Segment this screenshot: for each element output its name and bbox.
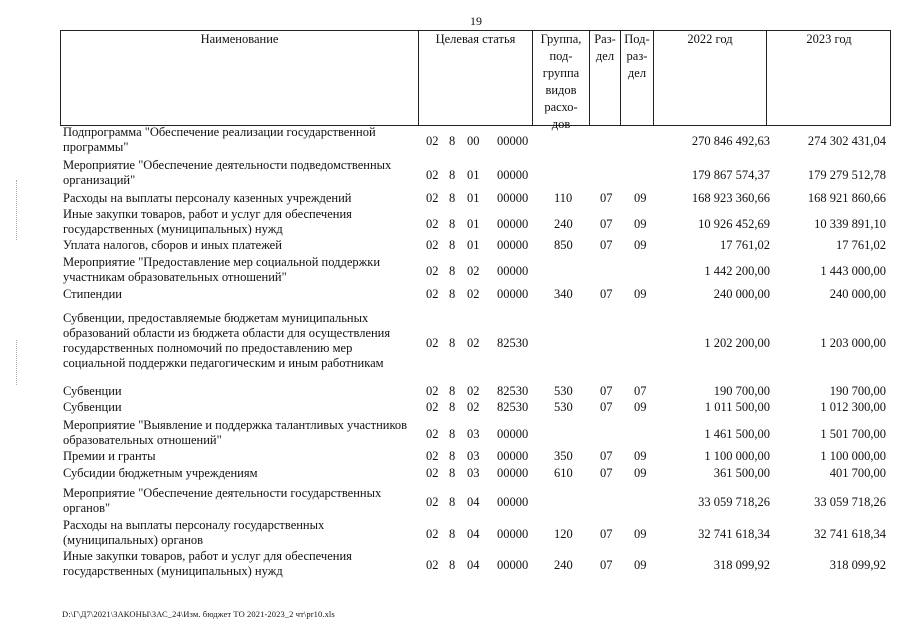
row-name: Иные закупки товаров, работ и услуг для обеспечения государственных (муниципальных) нужд [63, 207, 352, 236]
row-name: Субвенции [63, 384, 122, 398]
header-year-2023: 2023 год [806, 32, 852, 46]
table-row [0, 384, 905, 399]
cell-t2: 8 [449, 216, 456, 231]
cell-2023: 240 000,00 [829, 287, 886, 301]
cell-2023: 10 339 891,10 [814, 216, 886, 231]
cell-t4: 00000 [497, 238, 529, 252]
cell-grp: 240 [554, 216, 573, 231]
cell-t2: 8 [449, 527, 456, 541]
cell-2022: 361 500,00 [713, 466, 770, 480]
cell-t3: 03 [467, 466, 480, 480]
cell-t1: 02 [426, 287, 439, 301]
cell-t3: 03 [467, 449, 480, 463]
cell-grp: 240 [554, 558, 573, 572]
cell-t4: 00000 [497, 427, 529, 441]
margin-mark [16, 180, 19, 240]
table-row [0, 125, 905, 157]
header-year-2022: 2022 год [687, 32, 733, 46]
cell-t4: 00000 [497, 558, 529, 572]
cell-2023: 179 279 512,78 [807, 167, 886, 182]
cell-t2: 8 [449, 466, 456, 480]
cell-sub: 09 [634, 238, 647, 252]
cell-2022: 1 011 500,00 [704, 400, 770, 414]
cell-t1: 02 [426, 238, 439, 252]
header-section: Раз- дел [594, 32, 616, 63]
cell-t3: 01 [467, 238, 480, 252]
file-path-footer: D:\Г\Д7\2021\ЗАКОНЫ\ЗАС_24\Изм. бюджет ТО 2021-2023_2 чт\pr10.xls [62, 609, 335, 619]
cell-2023: 32 741 618,34 [814, 527, 886, 541]
cell-grp: 110 [554, 191, 573, 205]
cell-t3: 00 [467, 134, 480, 148]
cell-t4: 82530 [497, 384, 529, 398]
cell-2023: 1 203 000,00 [820, 336, 886, 350]
cell-sub: 09 [634, 449, 647, 463]
cell-t4: 00000 [497, 167, 529, 182]
table-row [0, 400, 905, 415]
cell-t3: 01 [467, 167, 480, 182]
table-row [0, 311, 905, 375]
row-name: Уплата налогов, сборов и иных платежей [63, 238, 282, 252]
table-row [0, 418, 905, 450]
cell-t4: 00000 [497, 449, 529, 463]
row-name: Иные закупки товаров, работ и услуг для обеспечения государственных (муниципальных) нужд [63, 549, 352, 578]
cell-sub: 09 [634, 216, 647, 231]
cell-grp: 350 [554, 449, 573, 463]
cell-t1: 02 [426, 336, 439, 350]
margin-mark [16, 340, 19, 385]
cell-t1: 02 [426, 400, 439, 414]
cell-2022: 17 761,02 [720, 238, 770, 252]
cell-2022: 10 926 452,69 [698, 216, 770, 231]
cell-t2: 8 [449, 287, 456, 301]
cell-t4: 00000 [497, 466, 529, 480]
cell-t1: 02 [426, 527, 439, 541]
cell-2023: 33 059 718,26 [814, 495, 886, 509]
cell-t1: 02 [426, 558, 439, 572]
table-row [0, 449, 905, 464]
cell-t1: 02 [426, 191, 439, 205]
cell-t4: 00000 [497, 191, 529, 205]
row-name: Мероприятие "Обеспечение деятельности подведомственных организаций" [63, 158, 392, 187]
cell-t3: 01 [467, 191, 480, 205]
row-name: Премии и гранты [63, 449, 156, 463]
row-name: Расходы на выплаты персоналу казенных учреждений [63, 191, 352, 205]
cell-t3: 02 [467, 384, 480, 398]
cell-2023: 1 443 000,00 [820, 264, 886, 278]
cell-t2: 8 [449, 134, 456, 148]
cell-t4: 00000 [497, 527, 529, 541]
page-number: 19 [470, 14, 482, 28]
cell-t4: 00000 [497, 264, 529, 278]
cell-2022: 1 100 000,00 [704, 449, 770, 463]
cell-sec: 07 [600, 384, 613, 398]
cell-2022: 318 099,92 [713, 558, 770, 572]
table-row [0, 287, 905, 302]
cell-t3: 04 [467, 558, 480, 572]
cell-t2: 8 [449, 264, 456, 278]
cell-grp: 850 [554, 238, 573, 252]
cell-grp: 120 [554, 527, 573, 541]
cell-t3: 04 [467, 527, 480, 541]
cell-2022: 1 442 200,00 [704, 264, 770, 278]
cell-t2: 8 [449, 427, 456, 441]
cell-grp: 530 [554, 400, 573, 414]
table-row [0, 255, 905, 287]
cell-t1: 02 [426, 427, 439, 441]
cell-2023: 17 761,02 [836, 238, 886, 252]
cell-2022: 179 867 574,37 [691, 167, 770, 182]
cell-2023: 1 100 000,00 [820, 449, 886, 463]
cell-t1: 02 [426, 264, 439, 278]
cell-2022: 32 741 618,34 [698, 527, 770, 541]
header-subsection: Под- раз- дел [624, 32, 650, 80]
cell-grp: 610 [554, 466, 573, 480]
cell-t1: 02 [426, 466, 439, 480]
cell-2022: 190 700,00 [713, 384, 770, 398]
table-row [0, 466, 905, 481]
row-name: Субсидии бюджетным учреждениям [63, 466, 258, 480]
cell-t2: 8 [449, 384, 456, 398]
cell-t1: 02 [426, 216, 439, 231]
cell-grp: 530 [554, 384, 573, 398]
row-name: Стипендии [63, 287, 122, 301]
row-name: Субвенции [63, 400, 122, 414]
cell-t3: 02 [467, 287, 480, 301]
table-row [0, 486, 905, 518]
cell-t2: 8 [449, 191, 456, 205]
cell-t4: 00000 [497, 216, 529, 231]
cell-sec: 07 [600, 191, 613, 205]
row-name: Расходы на выплаты персоналу государственных (муниципальных) органов [63, 518, 325, 547]
cell-t2: 8 [449, 167, 456, 182]
cell-sec: 07 [600, 216, 613, 231]
cell-sec: 07 [600, 466, 613, 480]
cell-t3: 02 [467, 400, 480, 414]
cell-2022: 1 461 500,00 [704, 427, 770, 441]
cell-t2: 8 [449, 336, 456, 350]
cell-2022: 1 202 200,00 [704, 336, 770, 350]
cell-t4: 00000 [497, 495, 529, 509]
table-row [0, 191, 905, 206]
cell-2023: 274 302 431,04 [807, 134, 886, 148]
cell-t1: 02 [426, 384, 439, 398]
header-name: Наименование [200, 32, 279, 46]
cell-t3: 02 [467, 264, 480, 278]
table-row [0, 518, 905, 550]
header-group-text: Группа, под- группа видов расхо- дов [540, 32, 582, 131]
cell-t4: 82530 [497, 336, 529, 350]
table-row [0, 207, 905, 240]
table-row [0, 158, 905, 191]
cell-2022: 270 846 492,63 [691, 134, 770, 148]
cell-t4: 82530 [497, 400, 529, 414]
table-row [0, 238, 905, 253]
cell-t3: 04 [467, 495, 480, 509]
row-name: Субвенции, предоставляемые бюджетам муниципальных образований области из бюджета области для осуществления государственных полномочий по предоставлению мер социальной поддержки педагогическим и иным работникам [63, 311, 391, 370]
cell-t1: 02 [426, 495, 439, 509]
row-name: Мероприятие "Предоставление мер социальной поддержки участникам образовательных отношений" [63, 255, 381, 284]
cell-sub: 09 [634, 191, 647, 205]
cell-sec: 07 [600, 238, 613, 252]
cell-t1: 02 [426, 134, 439, 148]
cell-sub: 09 [634, 558, 647, 572]
cell-sec: 07 [600, 400, 613, 414]
row-name: Мероприятие "Обеспечение деятельности государственных органов" [63, 486, 382, 515]
cell-t1: 02 [426, 167, 439, 182]
cell-2023: 318 099,92 [829, 558, 886, 572]
cell-2023: 168 921 860,66 [807, 191, 886, 205]
cell-2022: 168 923 360,66 [691, 191, 770, 205]
cell-t2: 8 [449, 238, 456, 252]
cell-2023: 190 700,00 [829, 384, 886, 398]
cell-2023: 401 700,00 [829, 466, 886, 480]
cell-t2: 8 [449, 495, 456, 509]
cell-2023: 1 012 300,00 [820, 400, 886, 414]
cell-t2: 8 [449, 558, 456, 572]
cell-t3: 02 [467, 336, 480, 350]
cell-t3: 03 [467, 427, 480, 441]
cell-sub: 09 [634, 400, 647, 414]
cell-sec: 07 [600, 558, 613, 572]
header-target: Целевая статья [435, 32, 516, 46]
cell-t1: 02 [426, 449, 439, 463]
cell-sub: 09 [634, 527, 647, 541]
cell-2022: 33 059 718,26 [698, 495, 770, 509]
cell-sub: 07 [634, 384, 647, 398]
cell-t4: 00000 [497, 134, 529, 148]
cell-sec: 07 [600, 449, 613, 463]
cell-t3: 01 [467, 216, 480, 231]
table-row [0, 549, 905, 581]
cell-t2: 8 [449, 400, 456, 414]
cell-sec: 07 [600, 527, 613, 541]
cell-sub: 09 [634, 466, 647, 480]
cell-sub: 09 [634, 287, 647, 301]
cell-sec: 07 [600, 287, 613, 301]
cell-grp: 340 [554, 287, 573, 301]
cell-t4: 00000 [497, 287, 529, 301]
row-name: Мероприятие "Выявление и поддержка талантливых участников образовательных отношений" [63, 418, 408, 447]
cell-2023: 1 501 700,00 [820, 427, 886, 441]
row-name: Подпрограмма "Обеспечение реализации государственной программы" [63, 125, 376, 154]
cell-t2: 8 [449, 449, 456, 463]
cell-2022: 240 000,00 [713, 287, 770, 301]
